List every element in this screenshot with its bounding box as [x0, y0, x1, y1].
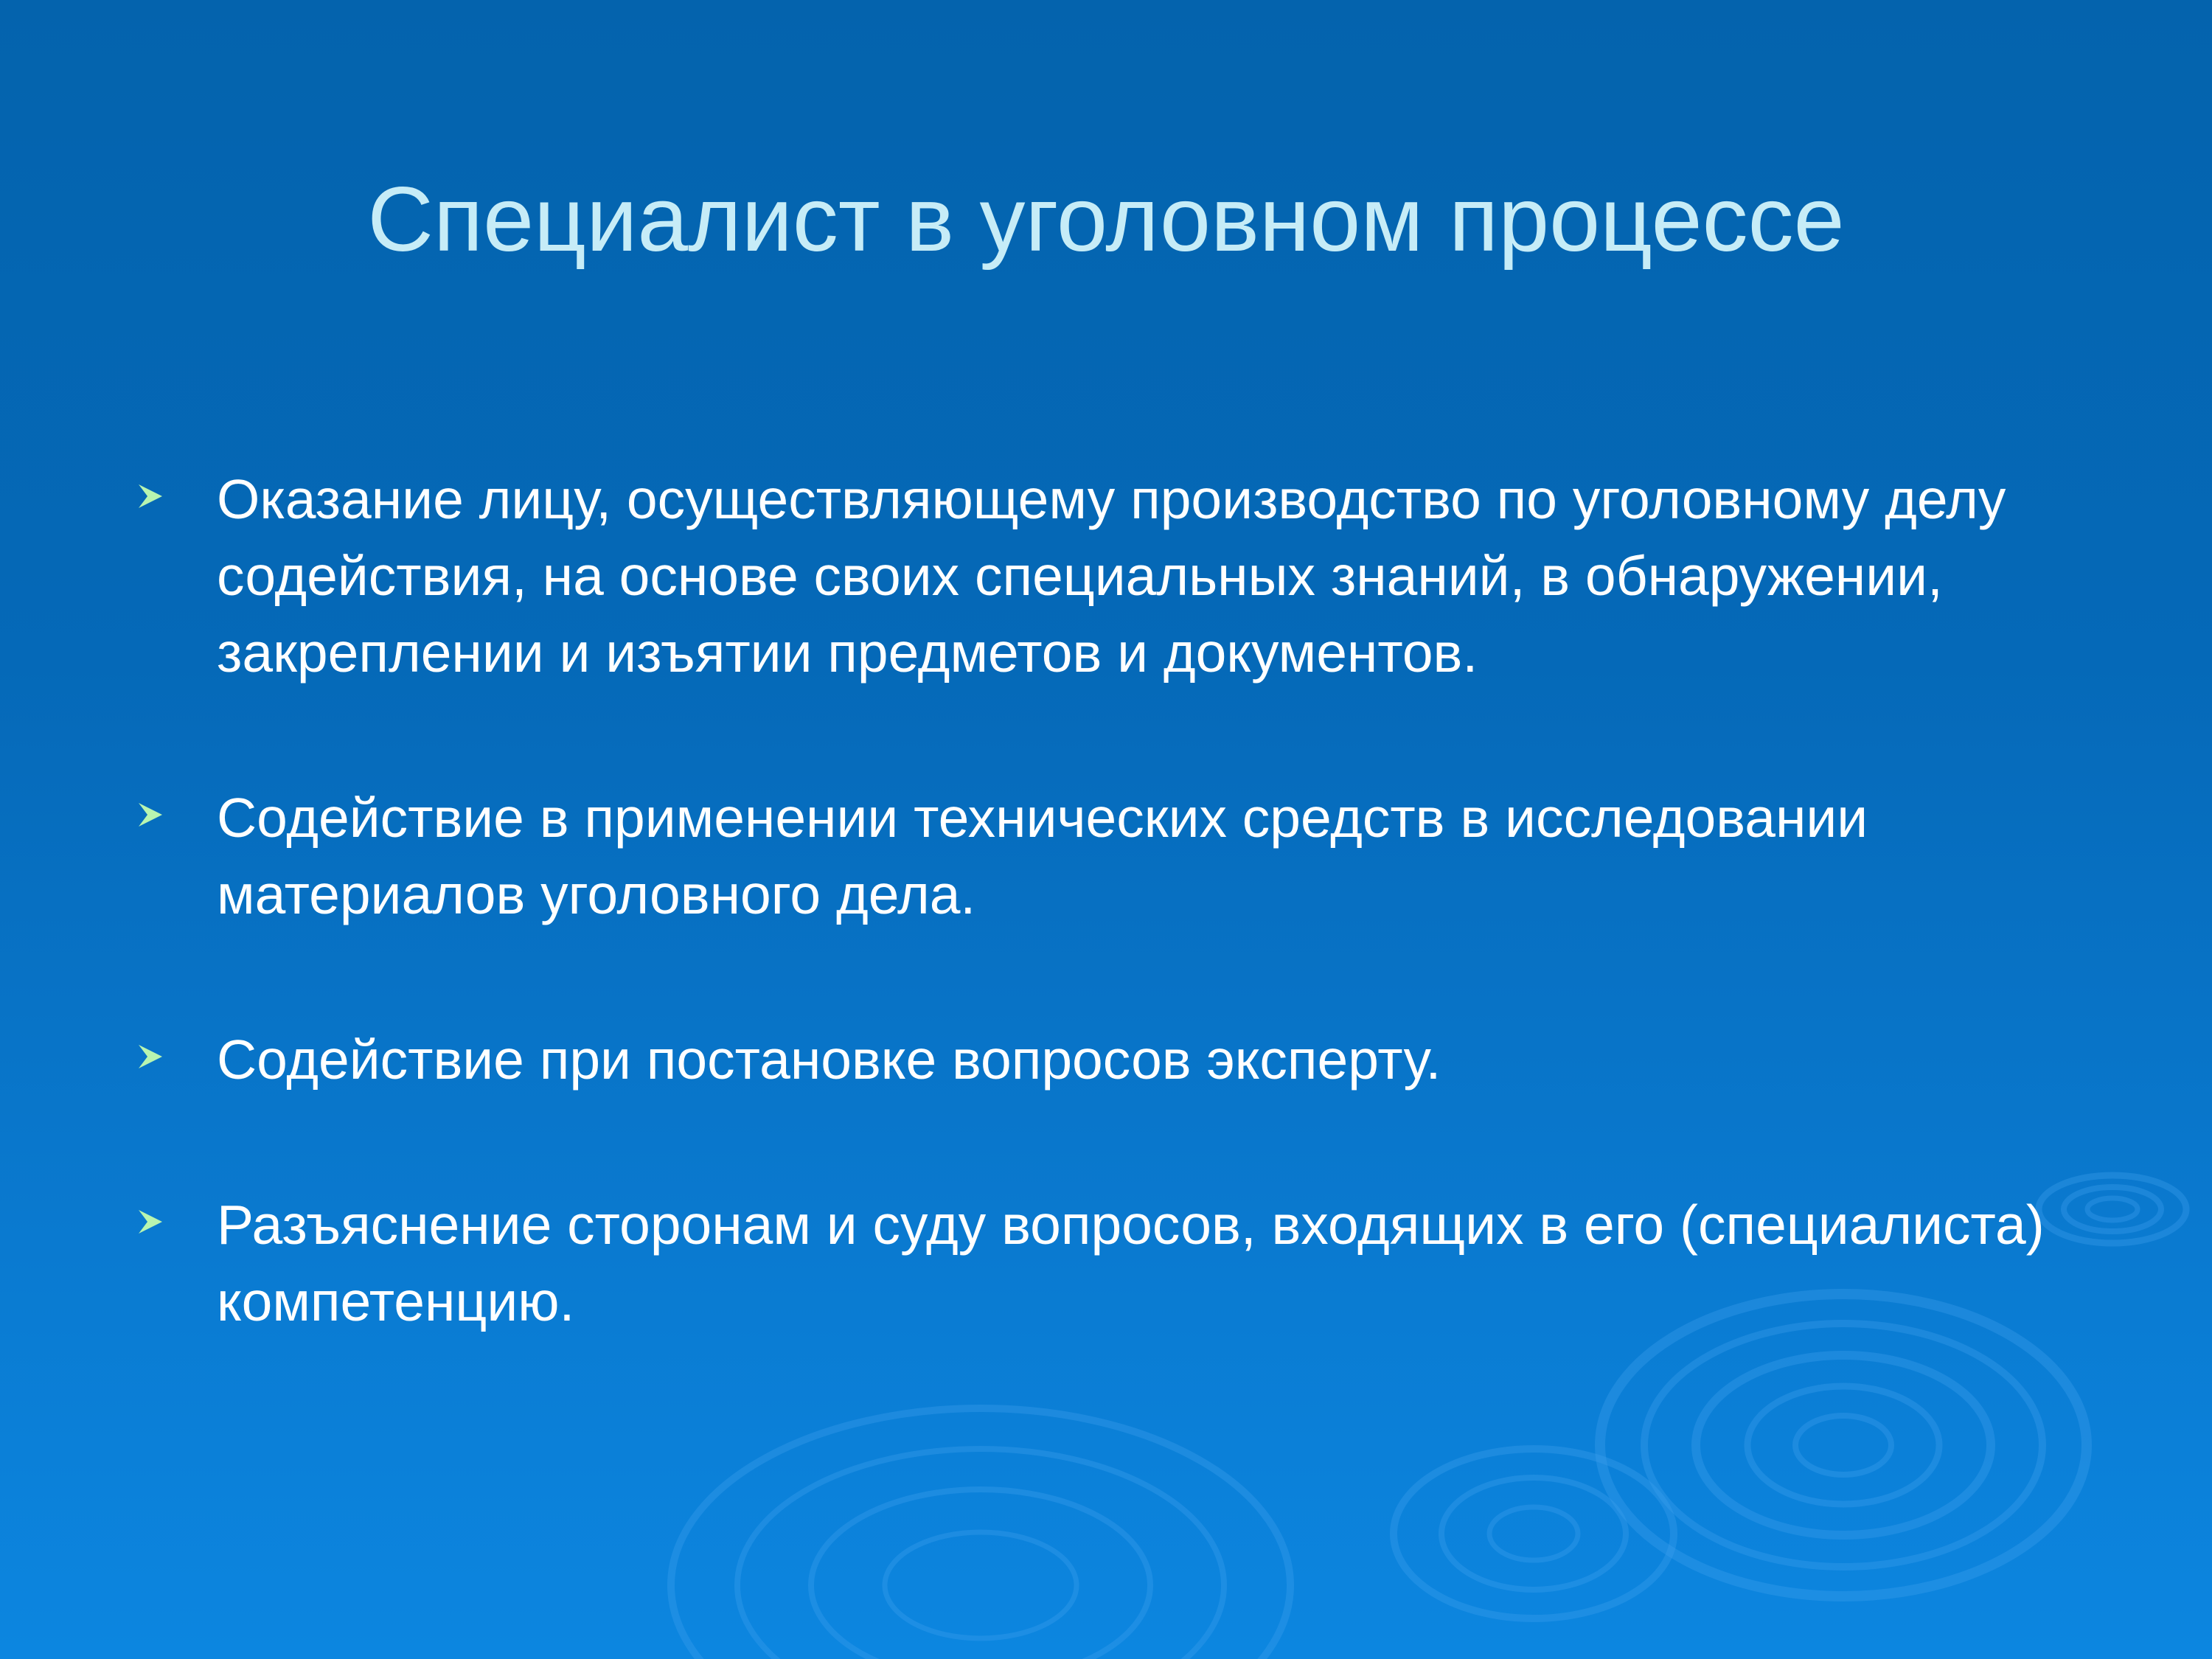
bullet-text: Разъяснение сторонам и суду вопросов, входящих в его (специалиста) компетенцию. — [217, 1194, 2045, 1332]
bullet-list — [133, 461, 2124, 1340]
bullet-text: Содействие при постановке вопросов эксперту. — [217, 1029, 1441, 1091]
bullet-item — [133, 461, 2124, 691]
bullet-text: Содействие в применении технических средств в исследовании материалов уголовного дела. — [217, 787, 1868, 925]
arrowhead-bullet-icon — [136, 1042, 165, 1071]
bullet-text: Оказание лицу, осуществляющему производство по уголовному делу содействия, на основе своих специальных знаний, в обнаружении, закреплении и изъятии предметов и документов. — [217, 468, 2006, 684]
bullet-item — [133, 1021, 2124, 1098]
arrowhead-bullet-icon — [136, 1207, 165, 1237]
bullet-item — [133, 1186, 2124, 1340]
arrowhead-bullet-icon — [136, 800, 165, 830]
bullet-item — [133, 779, 2124, 933]
slide-title: Специалист в уголовном процессе — [367, 169, 1845, 271]
arrowhead-bullet-icon — [136, 481, 165, 511]
